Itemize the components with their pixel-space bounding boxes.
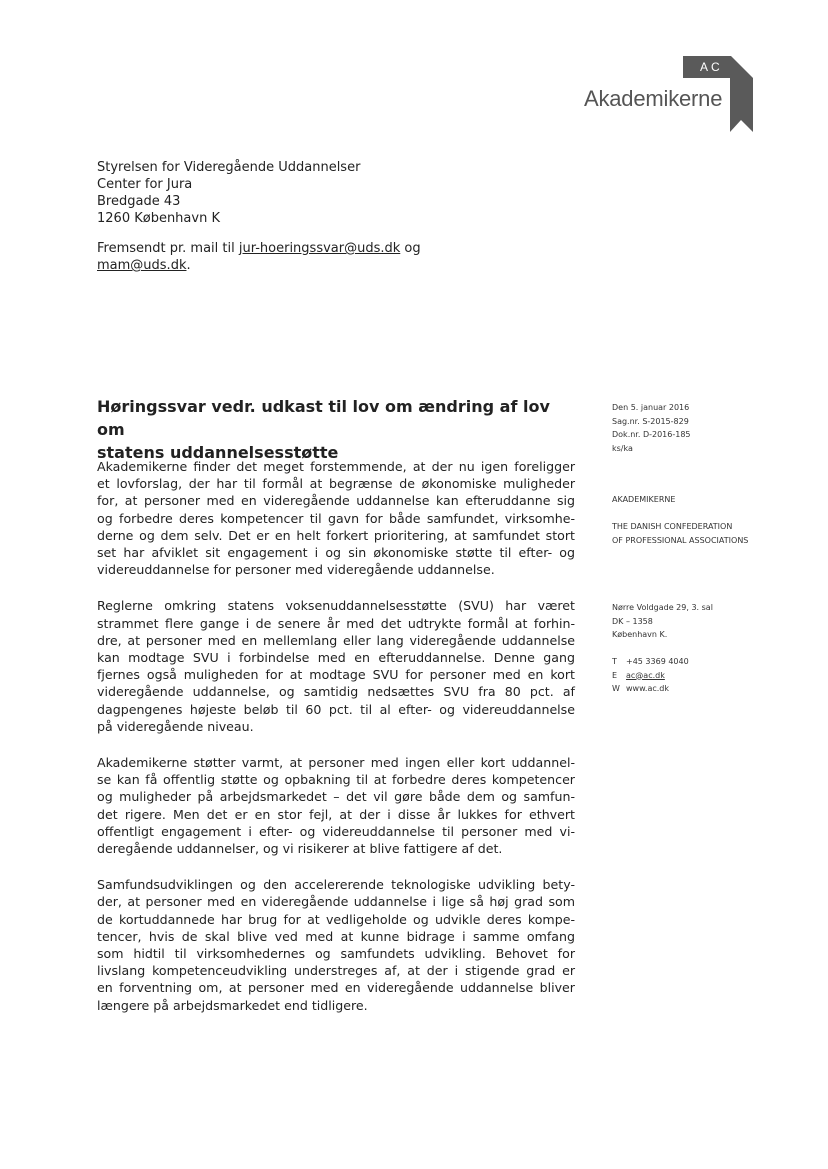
address-line: København K.: [612, 630, 668, 639]
paragraph-line: kan modtage SVU i forbindelse med en efteruddannelse. Denne gang: [97, 650, 575, 666]
paragraph-line: dre, at personer med en mellemlang eller lang videregående uddannelse: [97, 632, 575, 648]
contact-email: [612, 669, 689, 683]
paragraph-line: og muligheder på arbejdsmarkedet – det vil gøre både dem og samfun-: [97, 789, 575, 805]
initials: ks/ka: [612, 443, 633, 453]
recipient-line: Bredgade 43: [97, 194, 181, 209]
address-line: Nørre Voldgade 29, 3. sal: [612, 603, 713, 612]
sent-prefix: Fremsendt pr. mail til: [97, 241, 239, 256]
recipient-line: 1260 København K: [97, 211, 220, 226]
paragraph-line: set har afviklet sit engagement i og sin økonomiske støtte til efter- og: [97, 545, 575, 561]
heading-line: statens uddannelsesstøtte: [97, 443, 339, 462]
paragraph-line: Samfundsudviklingen og den accelererende teknologiske udvikling bety-: [97, 877, 575, 893]
paragraph-line: for, at personer med en videregående uddannelse kan efteruddanne sig: [97, 493, 575, 509]
paragraph-line: et lovforslag, der har til formål at begrænse de økonomiske muligheder: [97, 476, 575, 492]
contact-info: [612, 655, 689, 696]
paragraph-line: Akademikerne finder det meget forstemmende, at der nu igen foreligger: [97, 459, 575, 474]
date: Den 5. januar 2016: [612, 403, 690, 412]
paragraph-line: videregående uddannelse, og samtidig nedsættes SVU fra 80 pct. af: [97, 684, 575, 700]
letter-heading: [97, 395, 577, 464]
contact-label: T: [612, 657, 617, 666]
letter-body: [97, 458, 575, 1033]
paragraph-line: som hidtil til virksomhedernes og samfundets udvikling. Behovet for: [97, 946, 575, 962]
paragraph-line: videreuddannelse for personer med videregående uddannelse.: [97, 562, 495, 578]
paragraph-line: længere på arbejdsmarkedet end tidligere.: [97, 997, 368, 1013]
paragraph-line: Akademikerne støtter varmt, at personer med ingen eller kort uddannel-: [97, 755, 575, 771]
paragraph-line: dagpengenes højeste beløb til 60 pct. til al efter- og videreuddannelse: [97, 701, 575, 717]
web-link[interactable]: www.ac.dk: [626, 684, 669, 693]
paragraph-line: tencer, hvis de skal blive ved med at kunne bidrage i samme omfang: [97, 928, 575, 944]
recipient-line: Styrelsen for Videregående Uddannelser: [97, 160, 361, 175]
paragraph-line: på videregående niveau.: [97, 718, 254, 734]
org-english-line: OF PROFESSIONAL ASSOCIATIONS: [612, 535, 749, 545]
paragraph: [97, 458, 575, 578]
paragraph-line: en forventning om, at personer med en videregående uddannelse bliver: [97, 980, 575, 996]
paragraph-line: fjernes også muligheden for at modtage SVU for personer med en kort: [97, 667, 575, 683]
email-link[interactable]: ac@ac.dk: [626, 670, 665, 680]
phone-value: +45 3369 4040: [626, 657, 689, 666]
heading-line: Høringssvar vedr. udkast til lov om ændring af lov om: [97, 397, 550, 439]
sent-mid: og: [400, 241, 421, 256]
recipient-address: [97, 159, 360, 227]
document-number: Dok.nr. D-2016-185: [612, 430, 691, 439]
paragraph: [97, 597, 575, 735]
paragraph-line: Reglerne omkring statens voksenuddannelsesstøtte (SVU) har været: [97, 598, 575, 614]
contact-web: [612, 682, 689, 696]
email-link-1[interactable]: jur-hoeringssvar@uds.dk: [238, 241, 401, 256]
paragraph-line: livslang kompetenceudvikling understreges af, at der i stigende grad er: [97, 963, 575, 979]
logo-text: Akademikerne: [584, 86, 723, 111]
paragraph-line: der, at personer med en videregående uddannelse i lige så høj grad som: [97, 894, 575, 910]
org-english: [612, 520, 748, 547]
paragraph-line: se kan få offentlig støtte og opbakning til at forbedre deres kompetencer: [97, 772, 575, 788]
address-line: DK – 1358: [612, 616, 653, 626]
letter-meta: [612, 401, 691, 455]
org-name: AKADEMIKERNE: [612, 495, 676, 504]
org-english-line: THE DANISH CONFEDERATION: [612, 522, 733, 531]
paragraph-line: det rigere. Men det er en stor fejl, at der i disse år lukkes for ethvert: [97, 806, 575, 822]
recipient-line: Center for Jura: [97, 177, 193, 192]
paragraph: [97, 754, 575, 857]
sent-suffix: .: [186, 258, 191, 273]
contact-label: W: [612, 684, 620, 693]
sent-note: [97, 240, 421, 274]
paragraph-line: de kortuddannede har brug for at vedligeholde og udvikle deres kompe-: [97, 911, 575, 927]
contact-phone: [612, 655, 689, 669]
paragraph: [97, 876, 575, 1014]
paragraph-line: strammet flere gange i de senere år med det udtrykte formål at forhin-: [97, 615, 575, 631]
logo-badge: AC: [700, 60, 723, 74]
case-number: Sag.nr. S-2015-829: [612, 416, 689, 426]
org-address: [612, 601, 713, 642]
akademikerne-logo: [580, 56, 760, 136]
paragraph-line: derne og dem selv. Det er en helt forkert prioritering, at samfundet stort: [97, 527, 575, 543]
email-link-2[interactable]: mam@uds.dk: [97, 258, 187, 273]
contact-label: E: [612, 670, 618, 680]
paragraph-line: offentligt engagement i efter- og videreuddannelse til personer med vi-: [97, 823, 575, 839]
paragraph-line: og forbedre deres kompetencer til gavn for både samfundet, virksomhe-: [97, 510, 575, 526]
paragraph-line: deregående uddannelser, og vi risikerer at blive fattigere af det.: [97, 841, 503, 857]
